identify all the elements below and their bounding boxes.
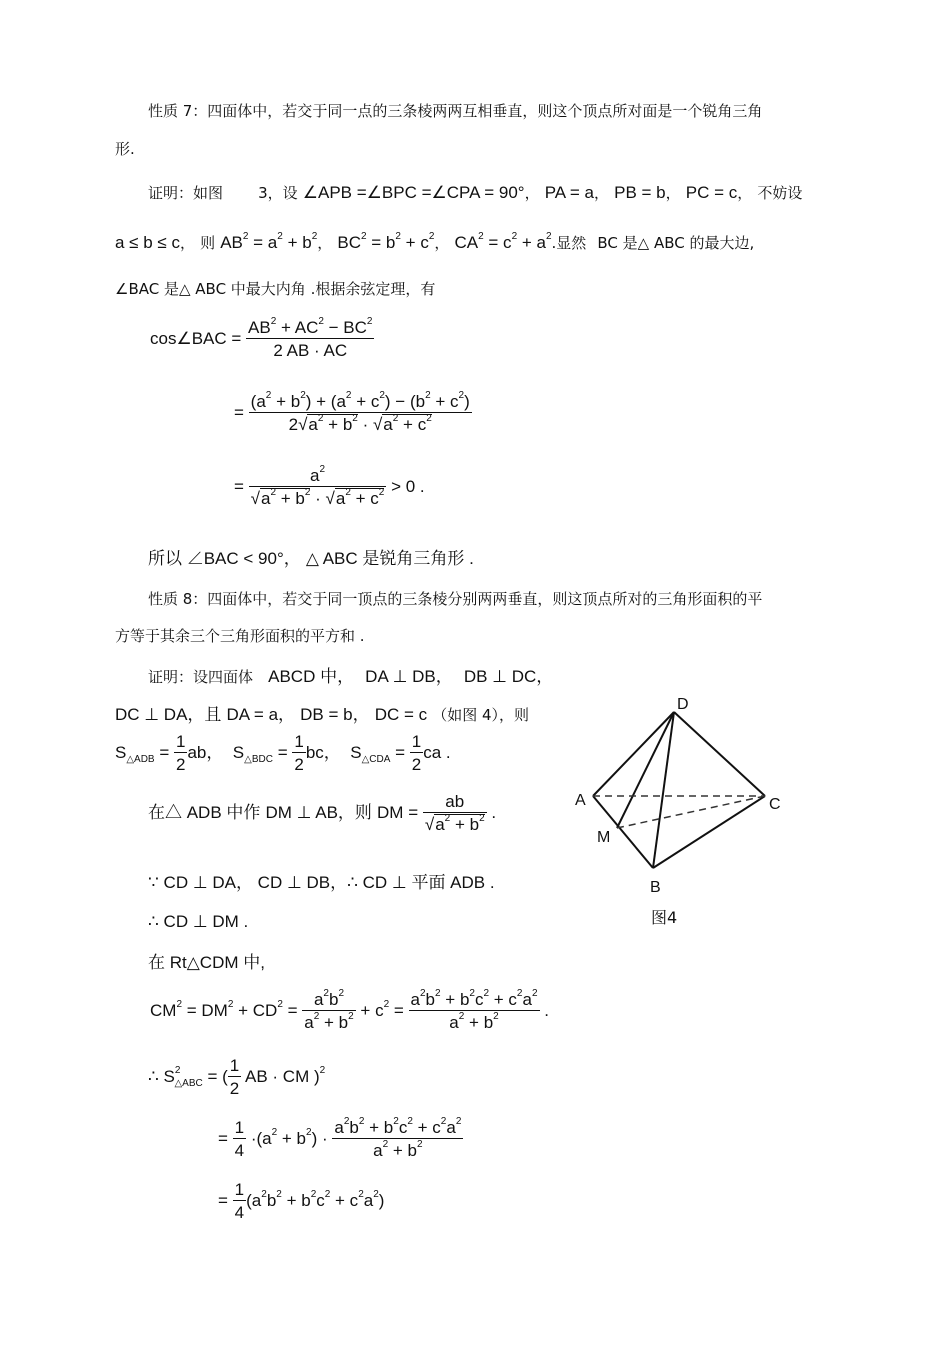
proof-8-therefore: ∴ CD ⊥ DM . bbox=[148, 912, 249, 931]
proof-7-angle-max: ∠BAC 是△ ABC 中最大内角 .根据余弦定理，有 bbox=[115, 280, 436, 298]
area-formulas: $S_{\triangle ADB}$ = $\frac{1}{2}$ ab， $S_{\triangle BDC}$ = $\frac{1}{2}$ bc， $S_{\triangle CDA}$ = $\frac{1}{2}$ ca . bbox=[115, 732, 451, 774]
figure-caption: 图4 bbox=[651, 908, 678, 927]
proof-7-conclusion bbox=[148, 544, 474, 569]
label-m: M bbox=[597, 829, 611, 846]
property-7-title-line1: 性质 7：四面体中，若交于同一点的三条棱两两互相垂直，则这个顶点所对面是一个锐角三角 bbox=[148, 102, 763, 120]
label-a: A bbox=[575, 792, 586, 809]
proof-8-perp1: DA ⊥ DB， bbox=[365, 667, 453, 686]
proof-8-in-adb: 在△ ADB 中作 bbox=[148, 802, 261, 822]
proof-7-bc-max: BC 是△ ABC 的最大边, bbox=[597, 234, 755, 252]
proof-8-line2 bbox=[115, 700, 529, 725]
proof-8-perp3: DC ⊥ DA，且 bbox=[115, 705, 222, 724]
proof-8-in-rt: 在 Rt△CDM 中, bbox=[148, 953, 265, 972]
label-c: C bbox=[769, 796, 781, 813]
proof-7-conclusion-a: 所以 ∠BAC < 90°， bbox=[148, 549, 301, 568]
dm-formula: DM = $\frac{ab}{√a^2 + b^2}$ . bbox=[377, 792, 497, 834]
proof-8-intro: 证明：设四面体 bbox=[148, 668, 254, 686]
property-8-title-line1: 性质 8：四面体中，若交于同一顶点的三条棱分别两两垂直，则这顶点所对的三角形面积的平 bbox=[148, 590, 763, 608]
proof-8-dc: DC = c bbox=[374, 705, 428, 724]
cos-formula-line2: = $\frac{(a^2 + b^2) + (a^2 + c^2) - (b^2 + c^2)}{2√a^2 + b^2 \cdot √a^2 + c^2}$ bbox=[234, 390, 470, 434]
proof-7-pa: PA = a bbox=[544, 183, 595, 202]
proof-8-tetra: ABCD 中， bbox=[268, 667, 355, 686]
proof-7-wlog: 不妨设 bbox=[757, 184, 803, 202]
proof-8-da: DA = a， bbox=[226, 705, 296, 724]
eq-bc2: $BC^2 = b^2 + c^2$ bbox=[337, 231, 435, 252]
edge-dc bbox=[674, 712, 765, 796]
cos-formula-line3: = $\frac{a^2}{√a^2 + b^2 \cdot √a^2 + c^2}$ > 0 . bbox=[234, 464, 425, 508]
eq-ca2: $CA^2 = c^2 + a^2$ bbox=[454, 231, 552, 252]
proof-8-dm-ab: DM ⊥ AB，则 bbox=[265, 802, 372, 822]
eq-ab2: $AB^2 = a^2 + b^2$ bbox=[220, 231, 318, 252]
s-abc-line2: = $\frac{1}{4}$ $\cdot(a^2 + b^2)$ · $\frac{a^2b^2 + b^2c^2 + c^2a^2}{a^2 + b^2}$ bbox=[218, 1116, 462, 1160]
proof-7-then: 则 bbox=[200, 234, 216, 252]
s-abc-line1: ∴ $S^2_{\triangle ABC}$ = ( $\frac{1}{2}$ AB · CM )$^2$ bbox=[148, 1056, 326, 1098]
proof-8-line1 bbox=[148, 662, 553, 687]
cos-formula-line1: cos∠BAC = $\frac{AB^2 + AC^2 - BC^2}{2 AB \cdot AC}$ bbox=[150, 316, 373, 360]
tetrahedron-figure bbox=[560, 690, 800, 930]
proof-7-line2: a ≤ b ≤ c， 则 $AB^2 = a^2 + b^2$， $BC^2 = b^2 + c^2$， $CA^2 = c^2 + a^2$.显然 BC 是△ ABC 的最大边, bbox=[115, 231, 755, 252]
edge-bc bbox=[653, 796, 765, 868]
property-7-title-line2: 形. bbox=[115, 140, 135, 158]
proof-8-perp2: DB ⊥ DC， bbox=[463, 667, 554, 686]
proof-7-pc: PC = c bbox=[685, 183, 738, 202]
proof-7-line1: 证明：如图 3，设 ∠APB =∠BPC =∠CPA = 90°， PA = a， PB = b， PC = c， 不妨设 bbox=[148, 183, 803, 202]
proof-8-fignote: （如图 4），则 bbox=[432, 706, 530, 724]
proof-7-pb: PB = b bbox=[614, 183, 666, 202]
proof-7-intro: 证明：如图 bbox=[148, 184, 224, 202]
segment-mc-hidden bbox=[617, 796, 765, 828]
label-b: B bbox=[650, 879, 661, 896]
cos-lhs: cos∠BAC = bbox=[150, 328, 242, 348]
property-8-title-line2: 方等于其余三个三角形面积的平方和 . bbox=[115, 627, 365, 645]
proof-7-angles: ∠APB =∠BPC =∠CPA = 90° bbox=[302, 183, 525, 202]
proof-8-dm-line bbox=[148, 792, 496, 835]
label-d: D bbox=[677, 696, 689, 713]
proof-7-order: a ≤ b ≤ c bbox=[115, 233, 180, 252]
proof-7-obviously: .显然 bbox=[551, 234, 587, 252]
proof-7-conclusion-b: △ ABC 是锐角三角形 . bbox=[305, 549, 474, 568]
cm-formula: $CM^2 = DM^2 + CD^2$ = $\frac{a^2b^2}{a^2 + b^2}$ + $c^2$ = $\frac{a^2b^2 + b^2c^2 + c^2a^2}{a^2 + b^2}$ . bbox=[150, 988, 549, 1032]
proof-8-because: ∵ CD ⊥ DA， CD ⊥ DB，∴ CD ⊥ 平面 ADB . bbox=[148, 873, 495, 892]
proof-8-db: DB = b， bbox=[300, 705, 370, 724]
proof-7-figref: 3，设 bbox=[258, 184, 298, 202]
edge-ad bbox=[593, 712, 674, 796]
s-abc-line3: = $\frac{1}{4}$ $(a^2b^2 + b^2c^2 + c^2a^2)$ bbox=[218, 1180, 385, 1222]
